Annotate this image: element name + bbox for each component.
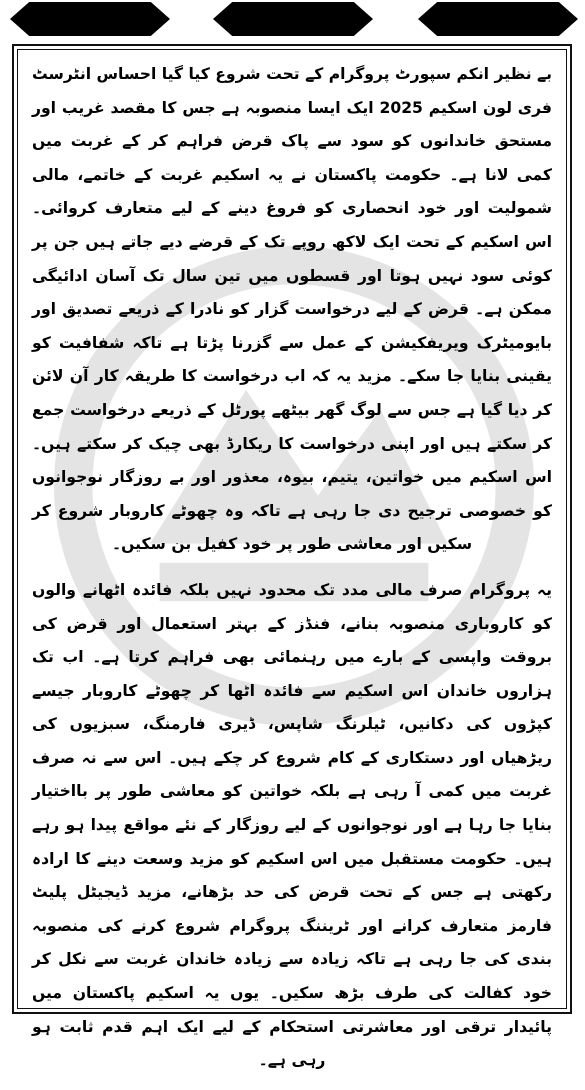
top-tab-right (418, 2, 578, 36)
article-body (32, 58, 552, 1090)
article-paragraph-2: یہ پروگرام صرف مالی مدد تک محدود نہیں بلکہ فائدہ اٹھانے والوں کو کاروباری منصوبہ بنانے، فنڈز کے بہتر استعمال اور قرض کی بروقت واپسی کے بارے میں رہنمائی بھی فراہم کرتا ہے۔ اب تک ہزاروں خاندان اس اسکیم سے فائدہ اٹھا کر چھوٹے کاروبار جیسے کپڑوں کی دکانیں، ٹیلرنگ شاپس، ڈیری فارمنگ، سبزیوں کی ریڑھیاں اور دستکاری کے کام شروع کر چکے ہیں۔ اس سے نہ صرف غربت میں کمی آ رہی ہے بلکہ خواتین کو معاشی طور پر بااختیار بنایا جا رہا ہے اور نوجوانوں کے لیے روزگار کے نئے مواقع پیدا ہو رہے ہیں۔ حکومت مستقبل میں اس اسکیم کو مزید وسعت دینے کا ارادہ رکھتی ہے جس کے تحت قرض کی حد بڑھانے، مزید ڈیجیٹل پلیٹ فارمز متعارف کرانے اور ٹریننگ پروگرام شروع کرنے کی منصوبہ بندی کی جا رہی ہے تاکہ زیادہ سے زیادہ خاندان غربت سے نکل کر خود کفالت کی طرف بڑھ سکیں۔ یوں یہ اسکیم پاکستان میں پائیدار ترقی اور معاشرتی استحکام کے لیے ایک اہم قدم ثابت ہو رہی ہے۔ (32, 580, 552, 1070)
top-tab-middle (213, 2, 373, 36)
top-tab-left (10, 2, 170, 36)
article-paragraph-1: بے نظیر انکم سپورٹ پروگرام کے تحت شروع کیا گیا احساس انٹرسٹ فری لون اسکیم 2025 ایک ایسا منصوبہ ہے جس کا مقصد غریب اور مستحق خاندانوں کو سود سے پاک قرض فراہم کر کے غربت میں کمی لانا ہے۔ حکومت پاکستان نے یہ اسکیم غربت کے خاتمے، مالی شمولیت اور خود انحصاری کو فروغ دینے کے لیے متعارف کروائی۔ اس اسکیم کے تحت ایک لاکھ روپے تک کے قرضے دیے جاتے ہیں جن پر کوئی سود نہیں ہوتا اور قسطوں میں تین سال تک آسان ادائیگی ممکن ہے۔ قرض کے لیے درخواست گزار کو نادرا کے ذریعے تصدیق اور بایومیٹرک ویریفکیشن کے عمل سے گزرنا پڑتا ہے تاکہ شفافیت کو یقینی بنایا جا سکے۔ مزید یہ کہ اب درخواست کا طریقہ کار آن لائن کر دیا گیا ہے جس سے لوگ گھر بیٹھے پورٹل کے ذریعے درخواست جمع کر سکتے ہیں اور اپنی درخواست کا ریکارڈ بھی چیک کر سکتے ہیں۔ اس اسکیم میں خواتین، یتیم، بیوہ، معذور اور بے روزگار نوجوانوں کو خصوصی ترجیح دی جا رہی ہے تاکہ وہ چھوٹے کاروبار شروع کر سکیں اور معاشی طور پر خود کفیل بن سکیں۔ (32, 65, 552, 554)
article-frame (12, 44, 572, 1070)
